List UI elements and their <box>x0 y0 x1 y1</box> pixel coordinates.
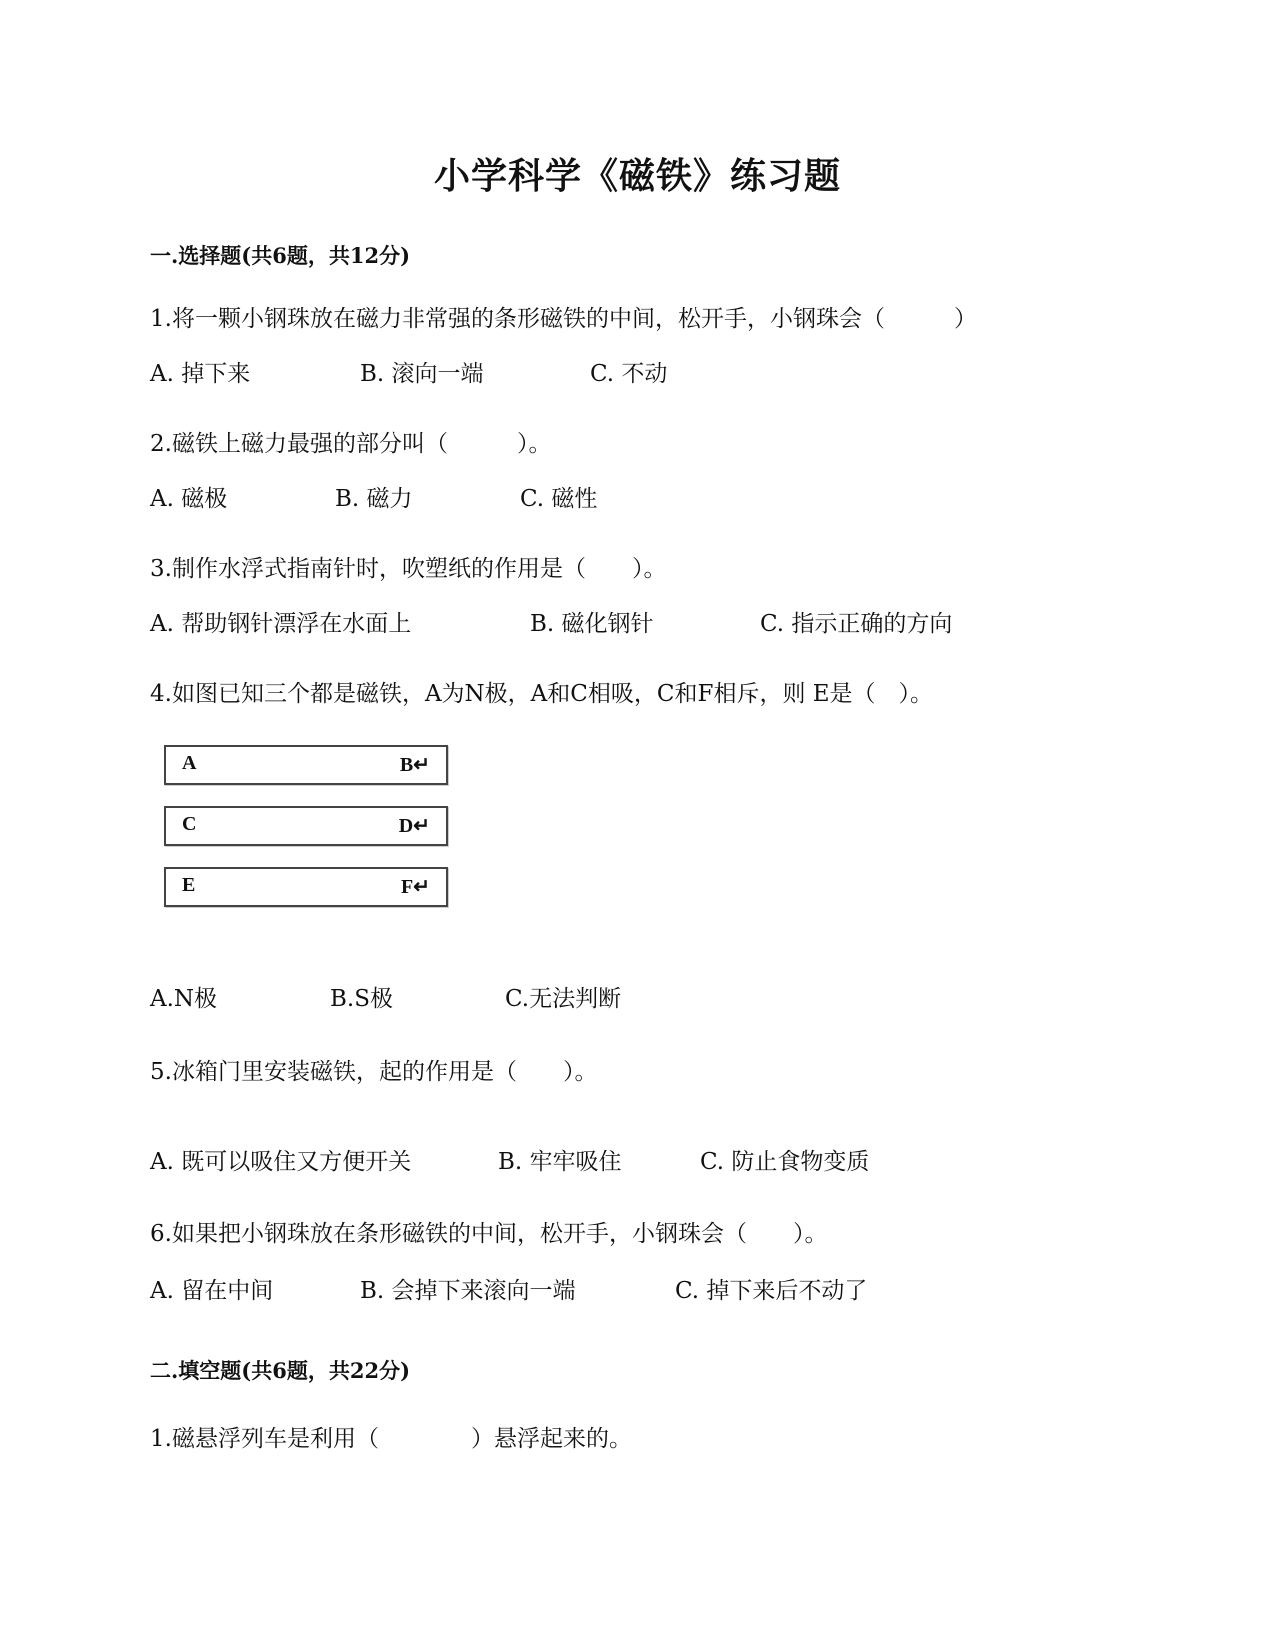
magnet-end-label: C <box>182 813 197 835</box>
magnet-end-label: F↵ <box>401 876 430 898</box>
question-4: 4.如图已知三个都是磁铁，A为N极，A和C相吸，C和F相斥，则 E是（ ）。 <box>150 681 934 707</box>
bar-magnet <box>164 806 448 846</box>
fill-blank-question-1: 1.磁悬浮列车是利用（ ）悬浮起来的。 <box>150 1426 632 1452</box>
option-a: A.N极 <box>150 986 218 1012</box>
bar-magnet <box>164 867 448 907</box>
option-b: B.S极 <box>330 986 393 1012</box>
question-3: 3.制作水浮式指南针时，吹塑纸的作用是（ ）。 <box>150 556 667 582</box>
option-c: C. 不动 <box>590 361 668 387</box>
option-c: C. 指示正确的方向 <box>760 611 953 637</box>
option-a: A. 磁极 <box>150 486 228 512</box>
option-b: B. 牢牢吸住 <box>498 1149 622 1175</box>
option-b: B. 磁力 <box>335 486 413 512</box>
option-c: C. 防止食物变质 <box>700 1149 870 1175</box>
magnet-end-label: D↵ <box>398 815 430 837</box>
option-a: A. 帮助钢针漂浮在水面上 <box>150 611 412 637</box>
bar-magnet <box>164 745 448 785</box>
page-title: 小学科学《磁铁》练习题 <box>433 155 841 197</box>
option-c: C.无法判断 <box>505 986 622 1012</box>
option-c: C. 磁性 <box>520 486 598 512</box>
section-heading-fill-blank: 二.填空题(共6题，共22分) <box>150 1358 411 1383</box>
option-a: A. 既可以吸住又方便开关 <box>150 1149 412 1175</box>
question-5: 5.冰箱门里安装磁铁，起的作用是（ ）。 <box>150 1059 598 1085</box>
option-b: B. 会掉下来滚向一端 <box>360 1278 576 1304</box>
magnet-end-label: E <box>182 874 196 896</box>
option-a: A. 掉下来 <box>150 361 251 387</box>
option-c: C. 掉下来后不动了 <box>675 1278 868 1304</box>
option-a: A. 留在中间 <box>150 1278 274 1304</box>
option-b: B. 磁化钢针 <box>530 611 654 637</box>
option-b: B. 滚向一端 <box>360 361 484 387</box>
magnet-end-label: A <box>182 752 197 774</box>
section-heading-choice: 一.选择题(共6题，共12分) <box>150 243 411 268</box>
magnet-end-label: B↵ <box>399 754 430 776</box>
question-1: 1.将一颗小钢珠放在磁力非常强的条形磁铁的中间，松开手，小钢珠会（ ） <box>150 306 977 332</box>
question-6: 6.如果把小钢珠放在条形磁铁的中间，松开手，小钢珠会（ ）。 <box>150 1221 828 1247</box>
question-2: 2.磁铁上磁力最强的部分叫（ ）。 <box>150 431 552 457</box>
